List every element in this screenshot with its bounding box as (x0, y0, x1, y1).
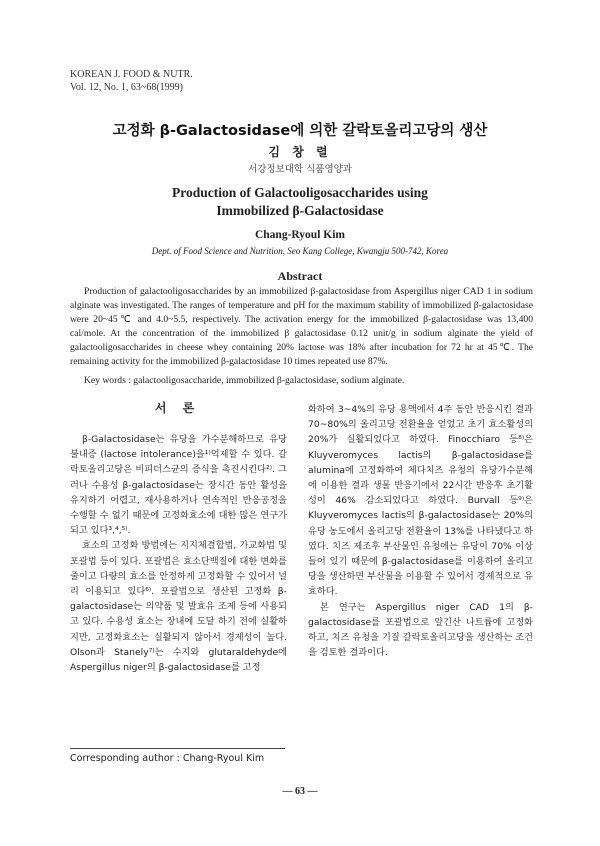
english-title-line1: Production of Galactooligosaccharides using (172, 185, 428, 200)
abstract-heading: Abstract (277, 269, 323, 283)
body-column-right (308, 402, 533, 660)
page-number: — 63 — (282, 786, 318, 797)
korean-affiliation: 서강정보대학 식품영양과 (248, 164, 352, 175)
section-heading-introduction: 서 론 (154, 401, 201, 415)
corresponding-author: Corresponding author : Chang-Ryoul Kim (70, 753, 265, 764)
paragraph: 본 연구는 Aspergillus niger CAD 1의 β-galactosidase를 포괄법으로 알긴산 나트륨에 고정화하고, 치즈 유청을 기질 갈락토올리고당을 생산하는 조건을 검토한 결과이다. (308, 601, 533, 659)
english-title (0, 184, 600, 220)
korean-author: 김 창 렬 (268, 145, 332, 159)
body-column-left (70, 432, 287, 675)
abstract-text: Production of galactooligosaccharides by an immobilized β-galactosidase from Aspergillus niger CAD 1 in sodium alginate was investigated. The ranges of temperature and pH for the maximum stability of immobilized β-galactosidase were 20~45℃ and 4.0~5.5, respectively. The activation energy for the immobilized β-galactosidase was 13,400 cal/mole. At the concentration of the immobilized β galactosidase 0.12 unit/g in sodium alginate the yield of galactooligosaccharides in cheese whey containing 20% lactose was 18% after incubation for 72 hr at 45℃. The remaining activity for the immobilized β-galactosidase 10 times repeated use 87%. (70, 286, 533, 367)
english-title-line2: Immobilized β-Galactosidase (216, 203, 384, 218)
english-author: Chang-Ryoul Kim (254, 229, 345, 241)
paragraph: β-Galactosidase는 유당을 가수분해하므로 유당불내증 (lactose intolerance)을¹⁾억제할 수 있다. 갈락토올리고당은 비피더스균의 증식을 촉진시킨다²⁾. 그러나 수용성 β-galactosidase는 장시간 동안 활성을 유지하기 어렵고, 재사용하거나 연속적인 반응공정을 수행할 수 없기 때문에 고정화효소에 대한 많은 연구가 되고 있다³,⁴,⁵⁾. (70, 434, 287, 537)
english-affiliation: Dept. of Food Science and Nutrition, Seo Kang College, Kwangju 500-742, Korea (151, 246, 449, 256)
footnote-divider (70, 748, 285, 749)
korean-title: 고정화 β-Galactosidase에 의한 갈락토올리고당의 생산 (112, 123, 488, 139)
paragraph: 화하여 3~4%의 유당 용액에서 4주 동안 반응시킨 결과 70~80%의 올리고당 전환율을 얻었고 초기 효소활성의 20%가 실활되었다고 하였다. Finocchiaro 등⁸⁾은 Kluyveromyces lactis의 β-galactosidase를 alumina에 고정화하여 체다치즈 유청의 유당가수분해에 이용한 결과 생물 반응기에서 22시간 반응후 초기활성이 46% 감소되었다고 하였다. Burvall 등⁹⁾은 Kluyveromyces lactis의 β-galactosidase는 20%의 유당 농도에서 올리고당 전환율이 13%를 나타냈다고 하였다. 치즈 제조후 부산물인 유청에는 유당이 70% 이상 들어 있기 때문에 β-galactosidase를 이용하여 올리고당을 생산하면 부산물을 이용할 수 있어서 경제적으로 유효하다. (308, 404, 533, 598)
journal-name: KOREAN J. FOOD & NUTR. (70, 69, 193, 80)
journal-citation (70, 68, 193, 94)
journal-volume: Vol. 12, No. 1, 63~68(1999) (70, 82, 184, 93)
paragraph: 효소의 고정화 방법에는 지지체결합법, 가교화법 및 포괄법 등이 있다. 포괄법은 효소단백질에 대한 변화를 줄이고 다량의 효소를 안정하게 고정화할 수 있어서 널리 이용되고 있다⁶⁾. 포괄법으로 생산된 고정화 β-galactosidase는 의약품 및 발효유 조제 등에 사용되고 있다. 수용성 효소는 장내에 도달 하기 전에 실활하지만, 고정화효소는 실활되지 않아서 경제성이 높다. Olson과 Stanely⁷⁾는 수지와 glutaraldehyde에 Aspergillus niger의 β-galactosidase를 고정 (70, 540, 287, 674)
keywords: Key words : galactooligosaccharide, immobilized β-galactosidase, sodium alginate. (84, 375, 405, 386)
